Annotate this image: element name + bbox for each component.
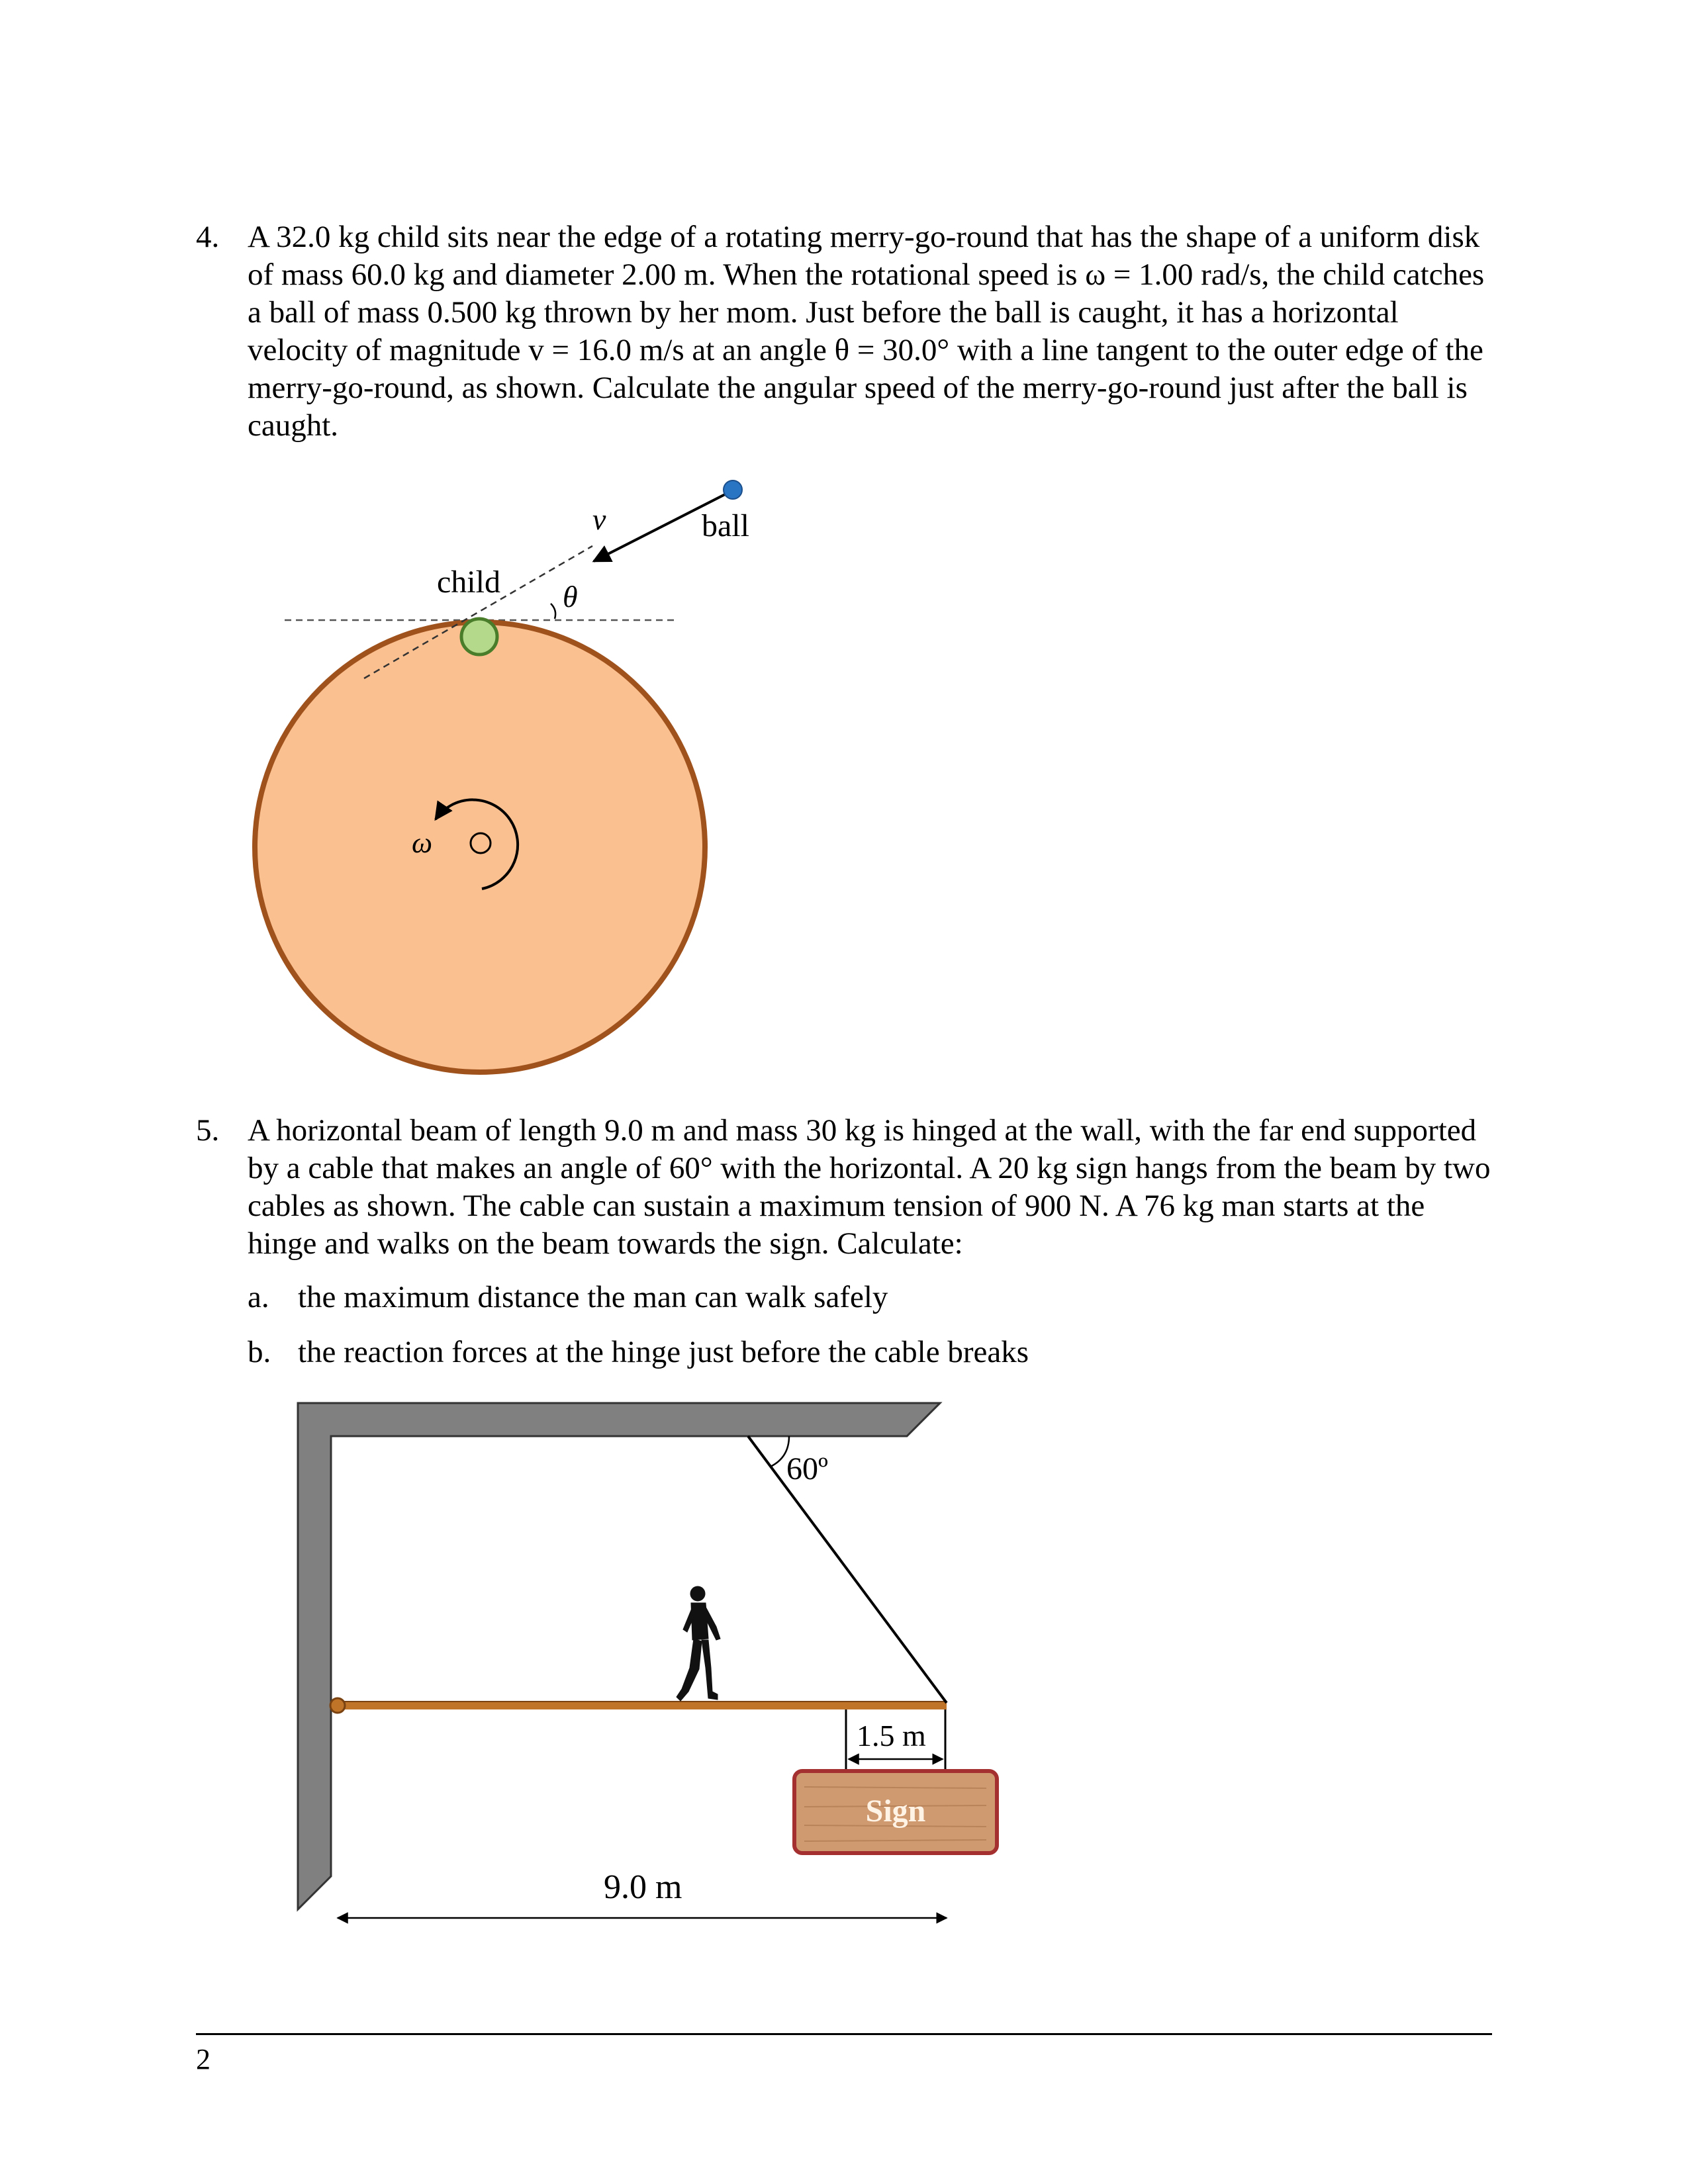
problem-5-number: 5.	[196, 1113, 220, 1148]
problem-5-subitems	[248, 1279, 1493, 1371]
footer-rule	[196, 2033, 1492, 2035]
problem-4-text: A 32.0 kg child sits near the edge of a rotating merry-go-round that has the shape of a uniform disk of mass 60.0 kg and diameter 2.00 m. When the rotational speed is ω = 1.00 rad/s, the child catches a ball of mass 0.500 kg thrown by her mom. Just before the ball is caught, it has a horizontal velocity of magnitude v = 16.0 m/s at an angle θ = 30.0° with a line tangent to the outer edge of the merry-go-round, as shown. Calculate the angular speed of the merry-go-round just after the ball is caught.	[248, 220, 1485, 443]
problem-4	[196, 218, 1493, 445]
problem-5-text: A horizontal beam of length 9.0 m and mass 30 kg is hinged at the wall, with the far end supported by a cable that makes an angle of 60° with the horizontal. A 20 kg sign hangs from the beam by two cables as shown. The cable can sustain a maximum tension of 900 N. A 76 kg man starts at the hinge and walks on the beam towards the sign. Calculate:	[248, 1113, 1491, 1261]
label-sign: Sign	[865, 1794, 926, 1829]
problem-5	[196, 1112, 1493, 1388]
subitem-b-text: the reaction forces at the hinge just before the cable breaks	[298, 1335, 1029, 1369]
page-number: 2	[196, 2043, 211, 2075]
merry-go-round-disk	[255, 622, 705, 1072]
label-sign-width: 1.5 m	[857, 1719, 926, 1752]
theta-arc	[551, 604, 555, 619]
label-ball: ball	[702, 508, 749, 543]
merry-go-round-figure	[238, 457, 781, 1085]
subitem-b	[248, 1334, 1493, 1371]
support-cable	[748, 1436, 947, 1703]
subitem-b-label: b.	[248, 1335, 271, 1369]
beam-figure	[278, 1383, 1039, 1946]
man-icon	[677, 1586, 720, 1701]
label-beam-length: 9.0 m	[604, 1868, 682, 1906]
subitem-a-text: the maximum distance the man can walk safely	[298, 1280, 888, 1314]
hinge	[330, 1698, 345, 1713]
label-v: v	[592, 502, 606, 536]
label-omega: ω	[412, 827, 433, 859]
label-theta: θ	[563, 580, 578, 614]
subitem-a-label: a.	[248, 1280, 269, 1314]
subitem-a	[248, 1279, 1493, 1316]
label-angle-60: 60º	[786, 1451, 828, 1486]
child	[461, 619, 497, 655]
label-child: child	[437, 565, 500, 600]
problem-4-number: 4.	[196, 220, 220, 254]
ball	[724, 480, 742, 499]
